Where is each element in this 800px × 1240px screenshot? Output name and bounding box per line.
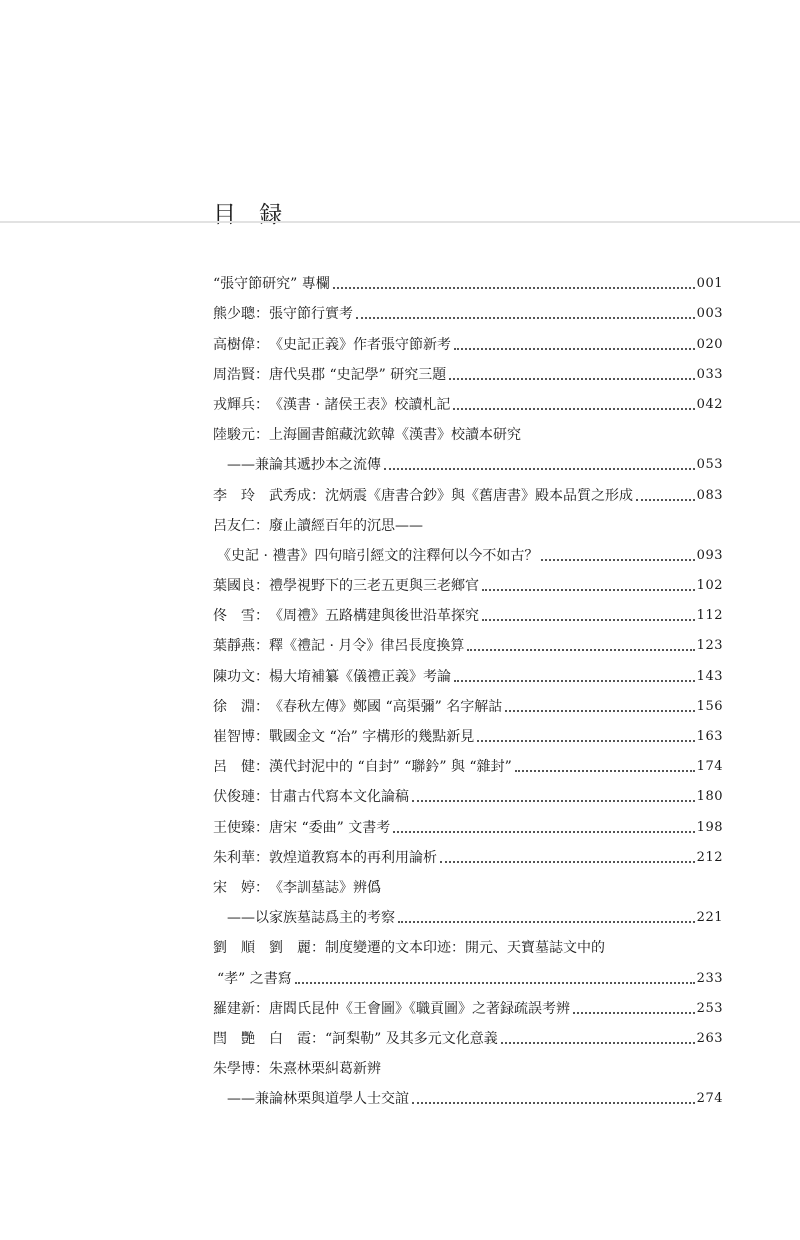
toc-entry [213, 1078, 723, 1108]
toc-entry-title: 制度變遷的文本印迹：開元、天寶墓誌文中的 [325, 940, 605, 957]
dot-leader [412, 1102, 695, 1104]
toc-entry-page-number: 093 [696, 547, 723, 563]
toc-entry [213, 323, 723, 353]
toc-entry-title: 漢代封泥中的 “自封” “聯鈐” 與 “雜封” [269, 759, 512, 776]
dot-leader [449, 378, 694, 380]
dot-leader [515, 770, 695, 772]
toc-entry-page-number: 003 [696, 306, 723, 322]
toc-entry-title: 唐代吳郡 “史記學” 研究三題 [269, 366, 447, 383]
toc-entry-title: 沈炳震《唐書合鈔》與《舊唐書》殿本品質之形成 [325, 487, 633, 504]
dot-leader [453, 408, 694, 410]
toc-entry-page-number: 112 [696, 608, 723, 624]
toc-entry [213, 746, 723, 776]
dot-leader [398, 921, 695, 923]
toc-entry [213, 957, 723, 987]
toc-entry [213, 927, 723, 957]
toc-entry [213, 354, 723, 384]
toc-entry-title: 《春秋左傳》鄭國 “高渠彌” 名字解詁 [269, 698, 503, 715]
toc-entry-author: 周浩賢： [213, 366, 269, 383]
toc-entry [213, 716, 723, 746]
toc-entry-title: “孝” 之書寫 [217, 970, 292, 987]
toc-entry [213, 867, 723, 897]
toc-entry [213, 505, 723, 535]
toc-entry-page-number: 180 [696, 789, 723, 805]
toc-entry-author: 朱學博： [213, 1061, 269, 1078]
toc-entry-title: 唐閻氏昆仲《王會圖》《職貢圖》之著録疏誤考辨 [269, 1000, 570, 1017]
toc-entry [213, 565, 723, 595]
toc-entry [213, 263, 723, 293]
toc-entry-page-number: 198 [696, 819, 723, 835]
toc-entry-page-number: 156 [696, 698, 723, 714]
toc-entry-title: ——兼論林栗與道學人士交誼 [227, 1091, 409, 1108]
toc-entry-author: 陳功文： [213, 668, 269, 685]
toc-entry-page-number: 123 [696, 638, 723, 654]
toc-entry-title: 敦煌道教寫本的再利用論析 [269, 849, 437, 866]
dot-leader [636, 499, 695, 501]
toc-entry-page-number: 263 [696, 1030, 723, 1046]
toc-entry [213, 806, 723, 836]
toc-entry-page-number: 033 [696, 366, 723, 382]
toc-entry-author: 崔智博： [213, 729, 269, 745]
toc-entry-title: 張守節行實考 [269, 306, 353, 323]
toc-entry-page-number: 221 [696, 910, 723, 926]
dot-leader [356, 317, 695, 319]
toc-entry-title: 《漢書 · 諸侯王表》校讀札記 [269, 396, 451, 413]
toc-entry-author: 宋 婷： [213, 879, 269, 896]
toc-entry [213, 837, 723, 867]
dot-leader [454, 348, 695, 350]
toc-entry-author: 羅建新： [213, 1000, 269, 1017]
toc-entry-title: ——兼論其遞抄本之流傳 [227, 457, 381, 474]
toc-entry [213, 293, 723, 323]
toc-entry-page-number: 102 [696, 578, 723, 594]
toc-entry-author: 陸駿元： [213, 427, 269, 444]
toc-entry-author: 朱利華： [213, 849, 269, 866]
toc-entry-title: 甘肅古代寫本文化論稿 [269, 789, 409, 806]
dot-leader [501, 1042, 695, 1044]
toc-entry [213, 776, 723, 806]
toc-entry-title: 朱熹林栗糾葛新辨 [269, 1061, 381, 1078]
toc-entry-author: 呂友仁： [213, 517, 269, 534]
toc-entry-title: “訶梨勒” 及其多元文化意義 [325, 1030, 498, 1047]
toc-entry-page-number: 253 [696, 1000, 723, 1016]
toc-entry-author: 劉 順 劉 麗： [213, 940, 325, 957]
toc-entry-title: 《史記正義》作者張守節新考 [269, 336, 451, 353]
toc-entry-page-number: 143 [696, 668, 723, 684]
dot-leader [541, 559, 694, 561]
toc-entry-title: 上海圖書館藏沈欽韓《漢書》校讀本研究 [269, 427, 521, 444]
toc-entry-author: 熊少聰： [213, 306, 269, 323]
dot-leader [482, 619, 695, 621]
toc-entry-title: 釋《禮記 · 月令》律呂長度換算 [269, 638, 465, 655]
toc-entry [213, 414, 723, 444]
toc-entry [213, 897, 723, 927]
dot-leader [333, 287, 695, 289]
toc-entry-author: 高樹偉： [213, 336, 269, 353]
toc-entry-title: 《李訓墓誌》辨僞 [269, 879, 381, 896]
toc-entry-author: 閆 艷 白 霞： [213, 1030, 325, 1047]
toc-entry-title: 禮學視野下的三老五更與三老鄉官 [269, 578, 479, 595]
dot-leader [412, 800, 695, 802]
toc-entry-author: 葉國良： [213, 578, 269, 595]
dot-leader [505, 710, 694, 712]
toc-entry-page-number: 233 [696, 970, 723, 986]
toc-entry-author: 呂 健： [213, 759, 269, 776]
toc-entry [213, 384, 723, 414]
toc-entry-page-number: 174 [696, 759, 723, 775]
toc-entry-page-number: 274 [696, 1091, 723, 1107]
toc-entry [213, 625, 723, 655]
toc-entry-page-number: 001 [696, 276, 723, 292]
toc-entry [213, 686, 723, 716]
toc-entry-title: 戰國金文 “冶” 字構形的幾點新見 [269, 729, 475, 745]
toc-entry-page-number: 083 [696, 487, 723, 503]
toc-entry [213, 655, 723, 685]
toc-entry-author: 徐 淵： [213, 698, 269, 715]
toc-entry [213, 535, 723, 565]
toc-entry-author: 戎輝兵： [213, 396, 269, 413]
dot-leader [295, 982, 695, 984]
dot-leader [482, 589, 695, 591]
toc-entry [213, 1048, 723, 1078]
toc-entry [213, 595, 723, 625]
dot-leader [393, 831, 694, 833]
dot-leader [440, 861, 695, 863]
toc-entry-author: 葉靜燕： [213, 638, 269, 655]
dot-leader [454, 680, 695, 682]
toc-entry-author: 李 玲 武秀成： [213, 487, 325, 504]
toc-entry-title: ——以家族墓誌爲主的考察 [227, 910, 395, 927]
dot-leader [573, 1012, 695, 1014]
toc-entry-title: 《史記 · 禮書》四句暗引經文的注釋何以今不如古？ [217, 547, 539, 564]
toc-entry-title: 唐宋 “委曲” 文書考 [269, 819, 391, 836]
toc-entry-title: 《周禮》五路構建與後世沿革探究 [269, 608, 479, 625]
page-title: 目 録 [213, 202, 291, 228]
toc-entry-page-number: 053 [696, 457, 723, 473]
dot-leader [467, 649, 694, 651]
toc-entry [213, 474, 723, 504]
dot-leader [384, 468, 695, 470]
toc-entry-page-number: 212 [696, 849, 723, 865]
toc-entry [213, 1018, 723, 1048]
toc-entry-author: 伏俊璉： [213, 789, 269, 806]
toc-entry-title: 廢止讀經百年的沉思—— [269, 517, 423, 534]
dot-leader [477, 740, 694, 742]
toc-entry-title: 楊大堉補纂《儀禮正義》考論 [269, 668, 451, 685]
toc-entry-author: 佟 雪： [213, 608, 269, 625]
toc-entry-title: “張守節研究” 專欄 [213, 276, 330, 293]
toc-entry-page-number: 163 [696, 729, 723, 744]
table-of-contents [213, 263, 723, 1108]
toc-entry-page-number: 042 [696, 396, 723, 412]
title-divider [0, 221, 800, 223]
toc-entry [213, 988, 723, 1018]
toc-entry-page-number: 020 [696, 336, 723, 352]
toc-entry-author: 王使臻： [213, 819, 269, 836]
toc-entry [213, 444, 723, 474]
